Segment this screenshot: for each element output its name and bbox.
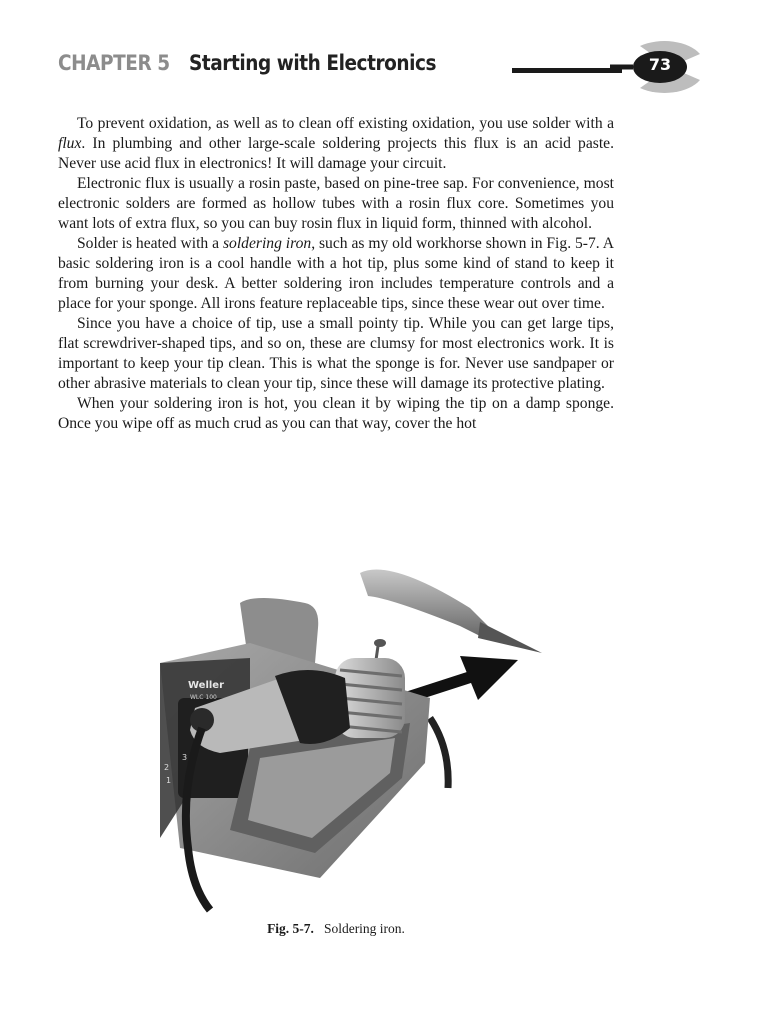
- paragraph-5: When your soldering iron is hot, you clean it by wiping the tip on a damp sponge. Once you wipe off as much crud as you can that way, cover the hot: [58, 395, 614, 432]
- page-number: 73: [648, 55, 672, 74]
- soldering-iron-figure: [140, 548, 560, 913]
- brand-label: Weller: [188, 680, 225, 691]
- chapter-label: CHAPTER 5: [58, 51, 170, 75]
- header-rule: [512, 68, 622, 73]
- model-label: WLC 100: [190, 694, 217, 701]
- figure-caption: [0, 921, 672, 937]
- paragraph-3: [58, 234, 614, 314]
- paragraph-1: [58, 114, 614, 174]
- paragraph-2: Electronic flux is usually a rosin paste, based on pine-tree sap. For convenience, most electronic solders are formed as hollow tubes with a rosin flux core. Sometimes you want lots of extra flux, so you can buy rosin flux in liquid form, thinned with alcohol.: [58, 175, 614, 232]
- p3-text-b: , such as my old workhorse shown in Fig. 5-7. A basic soldering iron is a cool handle with a hot tip, plus some kind of stand to keep it from burning your desk. A better soldering iron includes temperature controls and a place for your sponge. All irons feature replaceable tips, since these wear out over time.: [58, 235, 614, 312]
- term-flux: flux: [58, 135, 82, 152]
- caption-text: Soldering iron.: [323, 921, 405, 936]
- term-soldering-iron: soldering iron: [222, 235, 312, 252]
- p1-text-b: . In plumbing and other large-scale soldering projects this flux is an acid paste. Never use acid flux in electronics! It will damage your circuit.: [58, 135, 614, 172]
- paragraph-4: Since you have a choice of tip, use a small pointy tip. While you can get large tips, flat screwdriver-shaped tips, and so on, these are clumsy for most electronics work. It is important to keep your tip clean. This is what the sponge is for. Never use sandpaper or other abrasive materials to clean your tip, since these will damage its protective plating.: [58, 315, 614, 392]
- body-text: [58, 114, 614, 434]
- iron-tip-closeup: [360, 570, 542, 653]
- page-header: [0, 0, 762, 110]
- caption-label: Fig. 5-7.: [267, 921, 314, 936]
- dial-digit-2: 2: [164, 763, 170, 772]
- dial-digit-3: 3: [182, 753, 188, 762]
- p3-text-a: Solder is heated with a: [77, 235, 223, 252]
- p1-text-a: To prevent oxidation, as well as to clean off existing oxidation, you use solder with a: [77, 115, 614, 132]
- chapter-title: Starting with Electronics: [189, 51, 437, 75]
- dial-digit-1: 1: [166, 776, 172, 785]
